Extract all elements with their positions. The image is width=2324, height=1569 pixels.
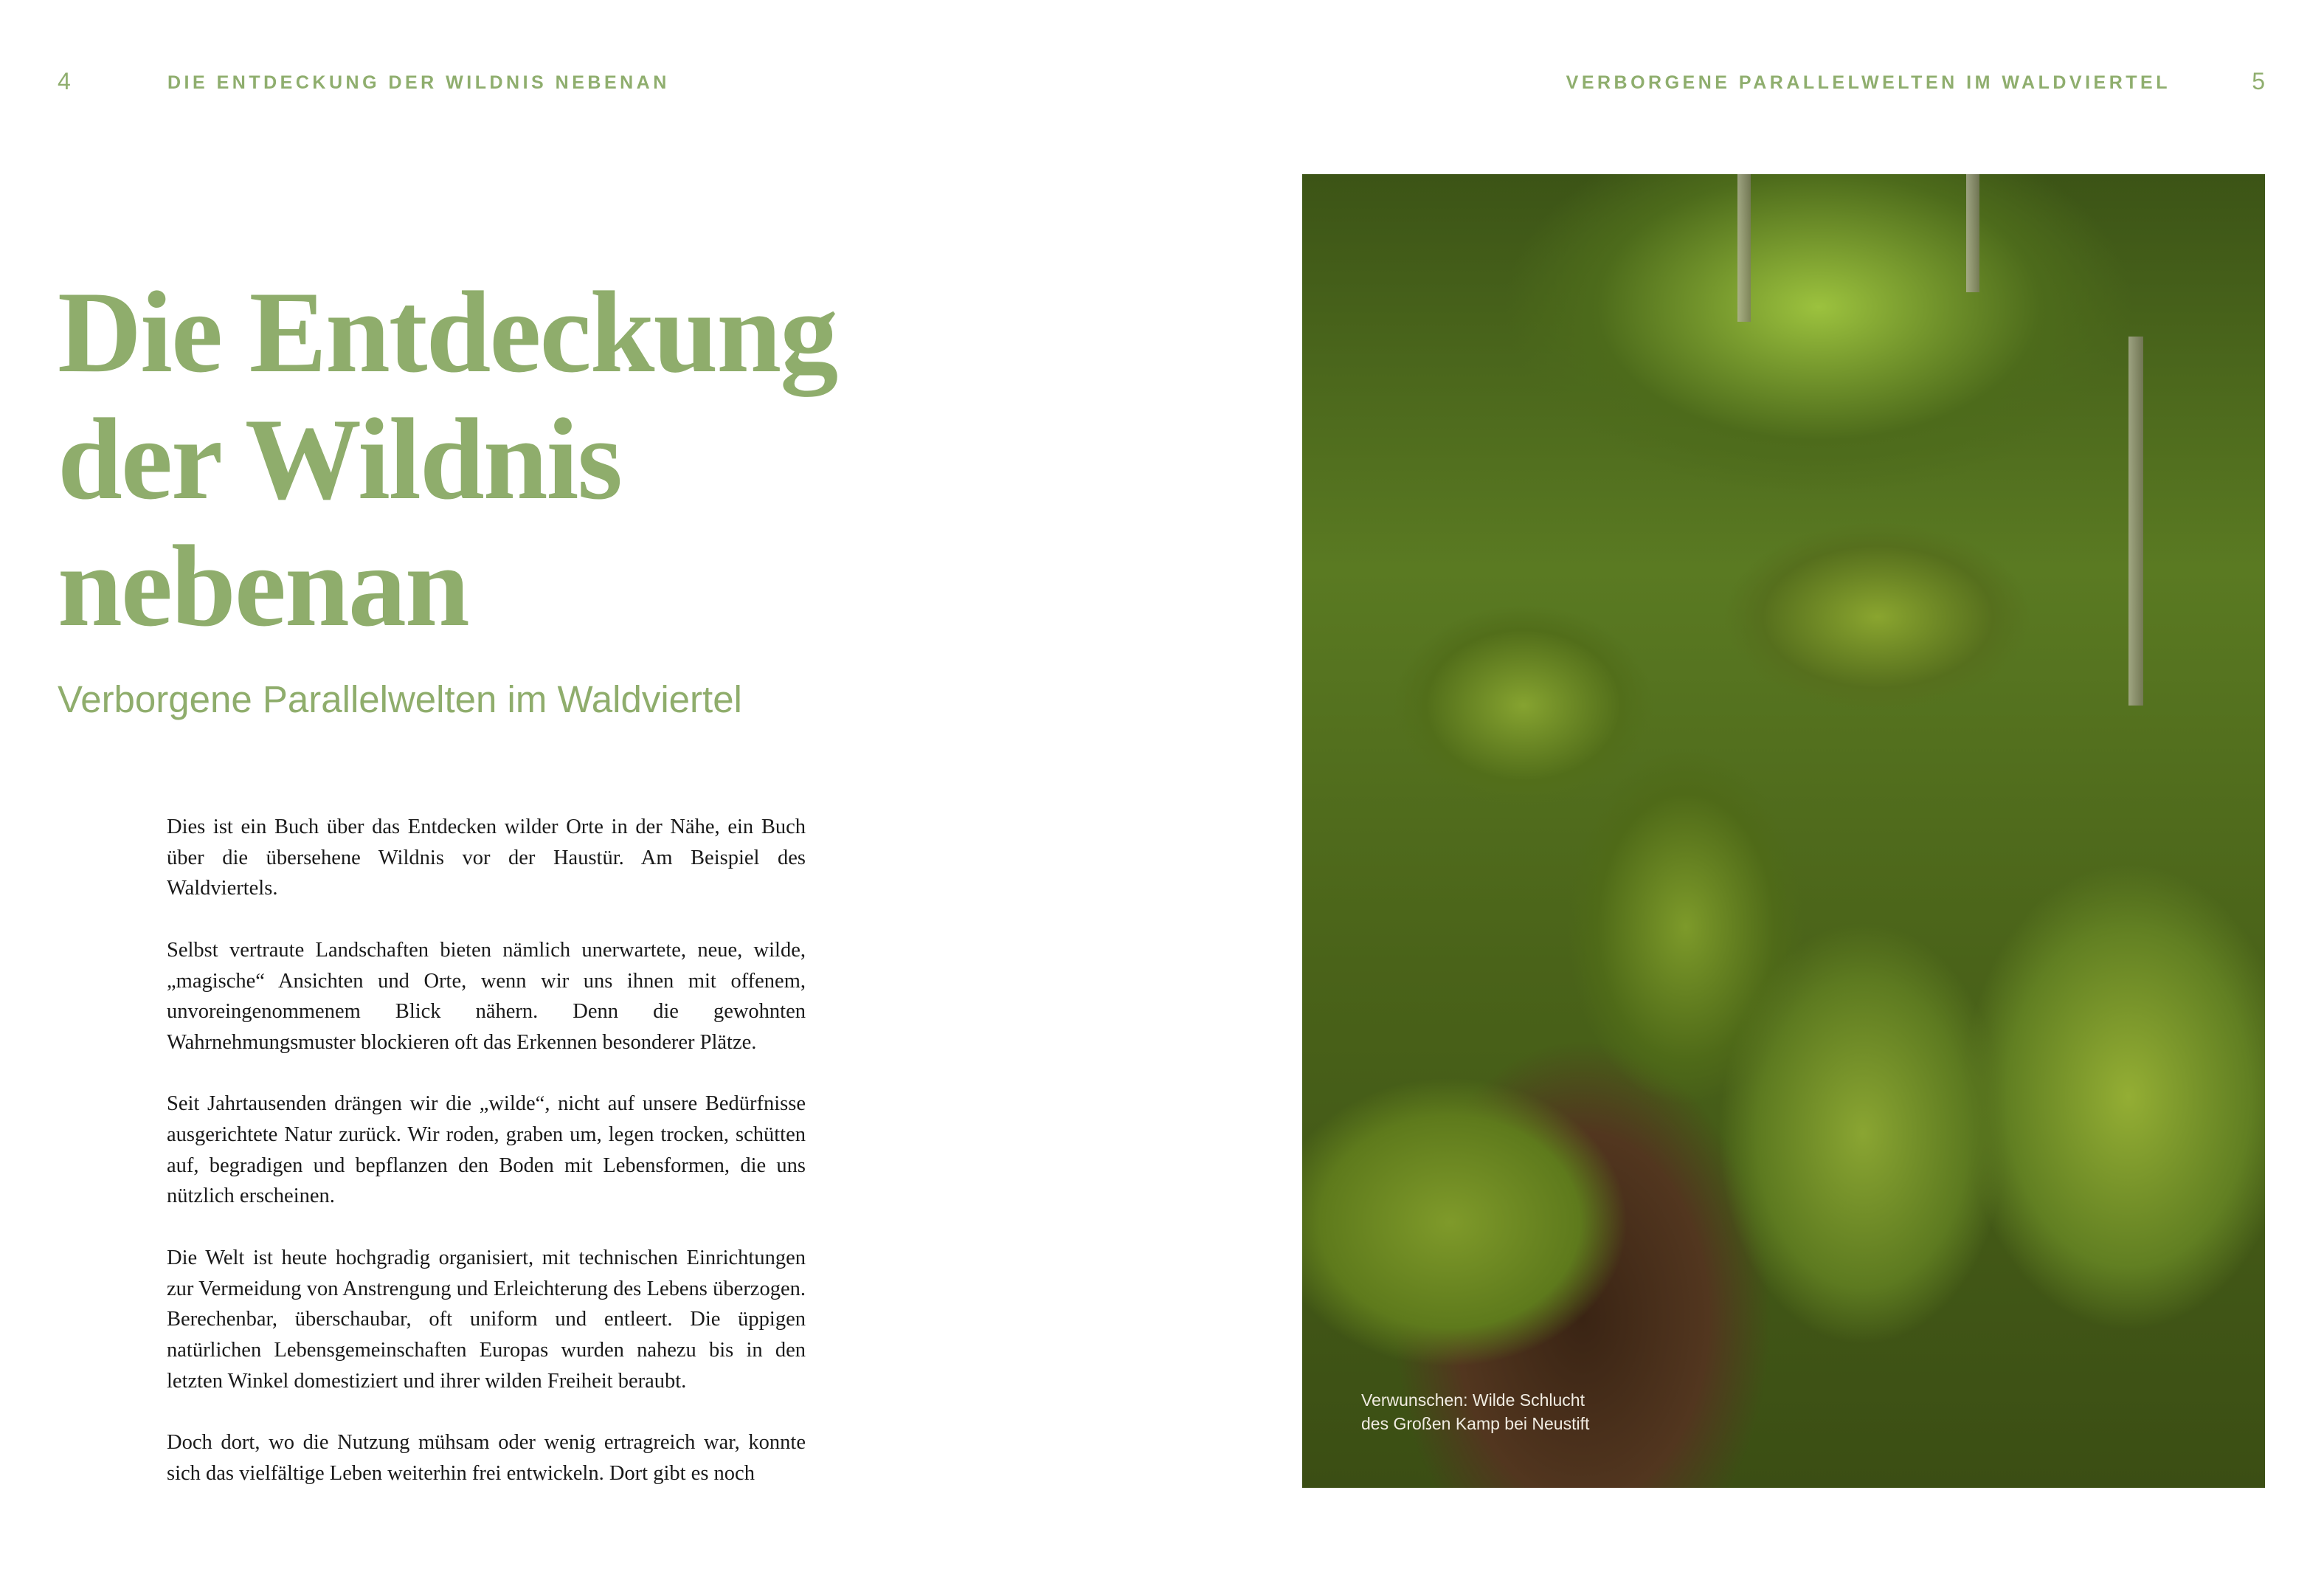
page-number-right: 5 bbox=[2252, 68, 2265, 94]
chapter-subtitle: Verborgene Parallelwelten im Waldviertel bbox=[58, 678, 742, 720]
caption-line: des Großen Kamp bei Neustift bbox=[1361, 1414, 1590, 1433]
paragraph: Selbst vertraute Landschaften bieten nämlich unerwartete, neue, wilde, „magische“ Ansichten und Orte, wenn wir uns ihnen mit offenem, unvoreingenommenem Blick nähern. Denn die gewohnten Wahrnehmungsmuster blockieren oft das Erkennen besonderer Plätze. bbox=[167, 938, 806, 1054]
paragraph: Die Welt ist heute hochgradig organisiert, mit technischen Einrichtungen zur Vermeidung von Anstrengung und Erleichterung des Lebens überzogen. Berechenbar, überschaubar, oft uniform und entleert. Die üppigen natürlichen Lebensgemeinschaften Europas wurden nahezu bis in den letzten Winkel domestiziert und ihrer wilden Freiheit beraubt. bbox=[167, 1246, 806, 1393]
tree-trunk bbox=[1966, 174, 1979, 292]
title-line: der Wildnis bbox=[58, 395, 621, 524]
body-text bbox=[167, 812, 806, 1520]
chapter-title bbox=[58, 269, 837, 650]
caption-line: Verwunschen: Wilde Schlucht bbox=[1361, 1390, 1585, 1410]
running-head-left: DIE ENTDECKUNG DER WILDNIS NEBENAN bbox=[167, 72, 670, 93]
running-head-right: VERBORGENE PARALLELWELTEN IM WALDVIERTEL bbox=[1566, 72, 2171, 93]
paragraph: Dies ist ein Buch über das Entdecken wilder Orte in der Nähe, ein Buch über die übersehene Wildnis vor der Haustür. Am Beispiel des Waldviertels. bbox=[167, 815, 806, 900]
paragraph: Doch dort, wo die Nutzung mühsam oder wenig ertragreich war, konnte sich das vielfältige Leben weiterhin frei entwickeln. Dort gibt es noch bbox=[167, 1431, 806, 1485]
page-number-left: 4 bbox=[58, 68, 71, 94]
title-line: Die Entdeckung bbox=[58, 268, 837, 397]
paragraph: Seit Jahrtausenden drängen wir die „wilde“, nicht auf unsere Bedürfnisse ausgerichtete Natur zurück. Wir roden, graben um, legen trocken, schütten auf, begradigen und bepflanzen den Boden mit Lebensformen, die uns nützlich erscheinen. bbox=[167, 1092, 806, 1208]
tree-trunk bbox=[2128, 337, 2143, 706]
tree-trunk bbox=[1737, 174, 1751, 322]
photo-caption bbox=[1361, 1388, 1589, 1435]
title-line: nebenan bbox=[58, 522, 468, 651]
forest-gorge-photo bbox=[1302, 174, 2265, 1488]
